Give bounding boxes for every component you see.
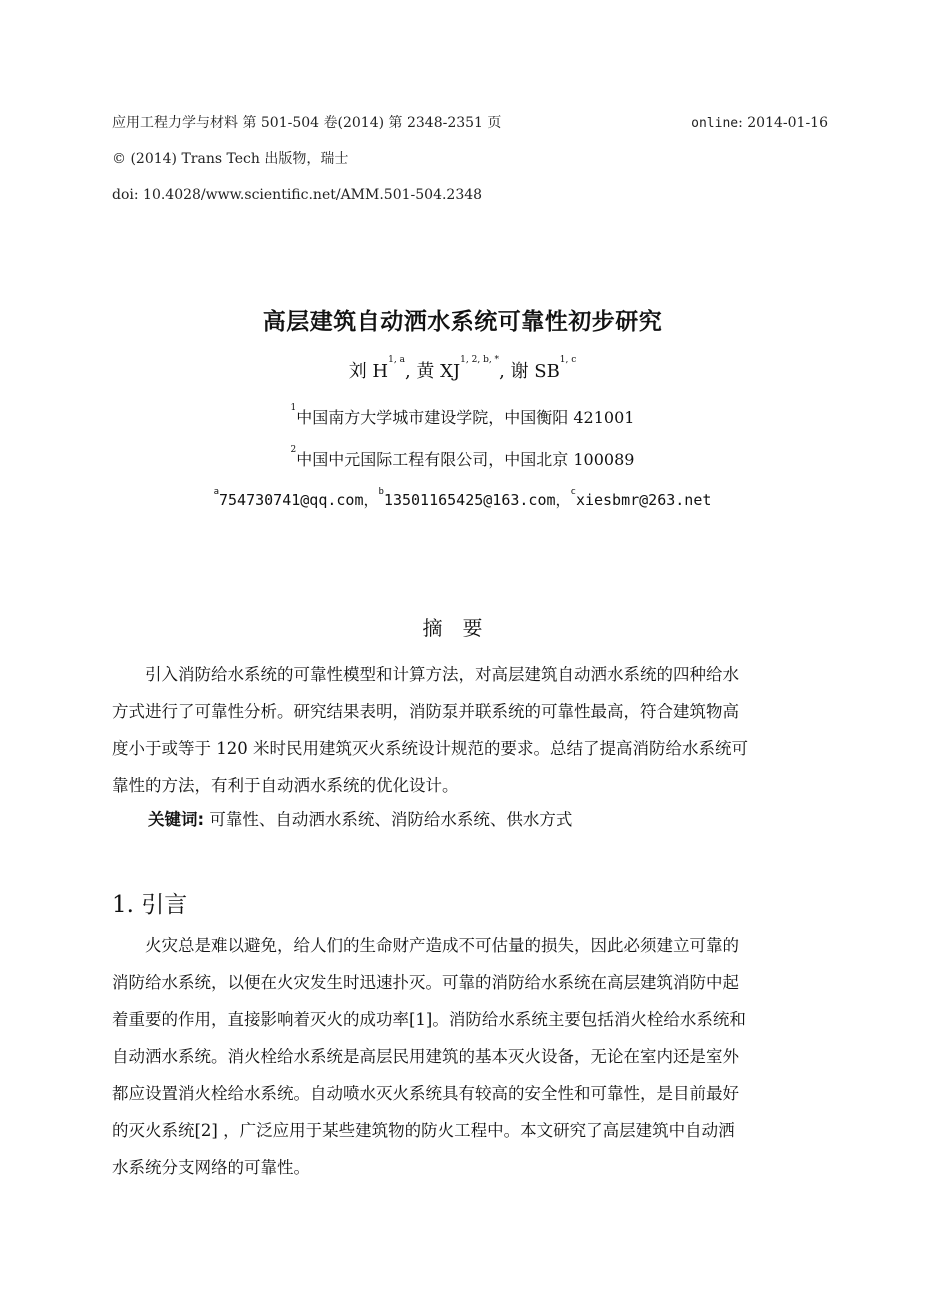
affiliation-text: 中国中元国际工程有限公司，中国北京 100089	[296, 450, 635, 469]
journal-info: 应用工程力学与材料 第 501-504 卷(2014) 第 2348-2351 页	[112, 115, 502, 131]
affiliation-2	[0, 447, 925, 470]
author-sup: 1, 2, b, *	[460, 355, 500, 365]
keywords	[148, 806, 572, 830]
affiliation-sup: 1	[290, 403, 297, 413]
intro-line: 火灾总是难以避免，给人们的生命财产造成不可估量的损失，因此必须建立可靠的	[112, 936, 739, 955]
intro-line: 着重要的作用，直接影响着灭火的成功率[1]。消防给水系统主要包括消火栓给水系统和	[112, 1010, 746, 1029]
online-label: online	[691, 116, 739, 131]
email-link[interactable]: xiesbmr@263.net	[575, 491, 712, 509]
intro-line: 的灭火系统[2] ，广泛应用于某些建筑物的防火工程中。本文研究了高层建筑中自动洒	[112, 1121, 735, 1140]
abstract-heading: 摘要	[422, 616, 503, 640]
intro-body	[112, 927, 828, 1186]
doi: doi: 10.4028/www.scientific.net/AMM.501-504.2348	[112, 187, 483, 203]
affiliation-sup: 2	[290, 445, 297, 455]
paper-title: 高层建筑自动洒水系统可靠性初步研究	[262, 309, 663, 335]
author-sep: ,	[499, 361, 511, 382]
author-sup: 1, c	[559, 355, 577, 365]
affiliation-1	[0, 405, 925, 428]
keywords-text: 可靠性、自动洒水系统、消防给水系统、供水方式	[204, 810, 573, 829]
author-name: 刘 H	[348, 361, 389, 382]
author-list	[0, 357, 925, 383]
author-name: 黄 XJ	[416, 361, 461, 382]
section-heading: 1. 引言	[112, 892, 188, 918]
copyright: © (2014) Trans Tech 出版物，瑞士	[112, 151, 349, 167]
keywords-label: 关键词:	[148, 810, 205, 829]
author-sep: ,	[404, 361, 417, 382]
intro-line: 都应设置消火栓给水系统。自动喷水灭火系统具有较高的安全性和可靠性，是目前最好	[112, 1084, 739, 1103]
intro-line: 消防给水系统，以便在火灾发生时迅速扑灭。可靠的消防给水系统在高层建筑消防中起	[112, 973, 739, 992]
email-sup: b	[378, 487, 384, 497]
email-list	[0, 489, 925, 510]
intro-line: 水系统分支网络的可靠性。	[112, 1158, 310, 1177]
author-sup: 1, a	[388, 355, 405, 365]
intro-line: 自动洒水系统。消火栓给水系统是高层民用建筑的基本灭火设备，无论在室内还是室外	[112, 1047, 739, 1066]
abstract-line: 引入消防给水系统的可靠性模型和计算方法，对高层建筑自动洒水系统的四种给水	[112, 665, 739, 684]
abstract-line: 靠性的方法，有利于自动洒水系统的优化设计。	[112, 776, 459, 795]
email-sup: a	[213, 487, 219, 497]
email-link[interactable]: 13501165425@163.com，	[383, 491, 571, 509]
online-date-value: : 2014-01-16	[738, 115, 828, 131]
abstract-line: 度小于或等于 120 米时民用建筑灭火系统设计规范的要求。总结了提高消防给水系统可	[112, 739, 748, 758]
affiliation-text: 中国南方大学城市建设学院，中国衡阳 421001	[296, 408, 635, 427]
abstract-body	[112, 656, 828, 804]
abstract-line: 方式进行了可靠性分析。研究结果表明，消防泵并联系统的可靠性最高，符合建筑物高	[112, 702, 739, 721]
online-date	[691, 115, 828, 131]
email-sup: c	[570, 487, 576, 497]
email-link[interactable]: 754730741@qq.com，	[219, 491, 379, 509]
author-name: 谢 SB	[510, 361, 560, 382]
